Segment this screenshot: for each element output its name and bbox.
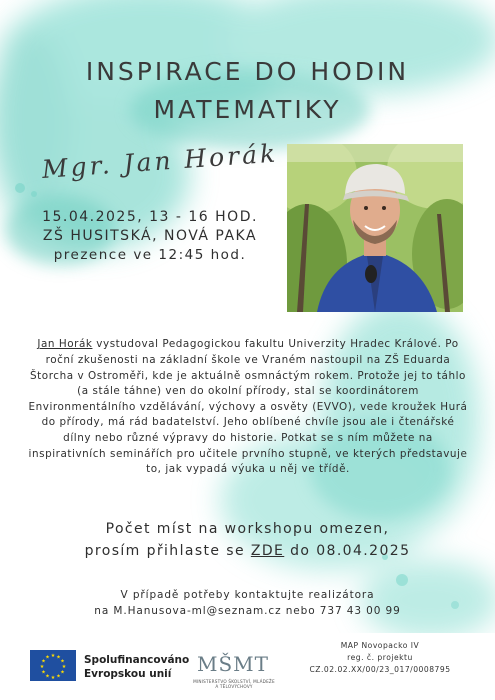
footer-logos: [0, 633, 495, 700]
author-bio-text: vystudoval Pedagogickou fakultu Univerzity Hradec Králové. Po roční zkušenosti na základní škole ve Vraném nastoupil na ZŠ Eduarda Štorcha v Ostroměři, kde je aktuálně osmnáctým rokem. Protože jej to táhlo (a stále táhne) ven do okolní přírody, stal se koordinátorem Environmentálního vzdělávání, výchovy a osvěty (EVVO), vede kroužek Hurá do přírody, má rád badatelství. Jeho oblíbené chvíle jsou ale i čtenářské dílny nebo různé výpravy do historie. Potkat se s ním můžete na inspirativních seminářích pro učitele prvního stupně, ve kterých představuje to, jak vypadá výuka u něj ve třídě.: [28, 338, 468, 476]
author-signature: Mgr. Jan Horák: [40, 138, 279, 184]
map-project-name: MAP Novopacko IV: [340, 641, 420, 650]
eu-cofinanced-label: [84, 653, 189, 681]
event-place: ZŠ HUSITSKÁ, NOVÁ PAKA: [42, 228, 258, 244]
svg-text:★: ★: [60, 669, 65, 676]
msmt-subtext: MINISTERSTVO ŠKOLSTVÍ, MLÁDEŽE A TĚLOVÝCHOVY: [193, 679, 275, 689]
svg-text:★: ★: [41, 658, 46, 665]
author-bio: [28, 337, 468, 477]
registration-deadline: do 08.04.2025: [284, 543, 411, 559]
registration-line: [0, 543, 495, 559]
svg-text:★: ★: [50, 675, 56, 681]
svg-text:★: ★: [56, 654, 61, 661]
svg-text:★: ★: [45, 673, 50, 680]
eu-label-line2: Evropskou unií: [84, 668, 172, 680]
portrait-photo: [287, 144, 463, 312]
page-title-line1: INSPIRACE DO HODIN: [85, 57, 410, 86]
svg-text:★: ★: [41, 669, 46, 676]
svg-text:★: ★: [50, 653, 56, 660]
eu-label-line1: Spolufinancováno: [84, 654, 190, 666]
page-title-line2: MATEMATIKY: [153, 95, 342, 124]
registration-text-before: prosím přihlaste se: [84, 543, 251, 559]
contact-intro: V případě potřeby kontaktujte realizátora: [120, 589, 375, 601]
author-name-link[interactable]: Jan Horák: [37, 338, 93, 351]
svg-text:★: ★: [56, 673, 61, 680]
svg-text:★: ★: [61, 664, 67, 671]
capacity-notice: Počet míst na workshopu omezen,: [105, 521, 390, 537]
map-project-number: CZ.02.02.XX/00/23_017/0008795: [309, 665, 451, 674]
map-project-info: [292, 640, 468, 676]
svg-text:★: ★: [60, 658, 65, 665]
contact-details: na M.Hanusova-ml@seznam.cz nebo 737 43 00 99: [94, 605, 401, 617]
msmt-logo-text: MŠMT: [197, 652, 269, 676]
map-project-label: reg. č. projektu: [347, 653, 413, 662]
event-registration-time: prezence ve 12:45 hod.: [53, 247, 247, 263]
eu-flag-icon: [30, 650, 76, 681]
registration-link[interactable]: ZDE: [250, 543, 285, 559]
svg-text:★: ★: [39, 664, 45, 671]
svg-text:★: ★: [45, 654, 50, 661]
event-date-time: 15.04.2025, 13 - 16 HOD.: [42, 209, 258, 225]
